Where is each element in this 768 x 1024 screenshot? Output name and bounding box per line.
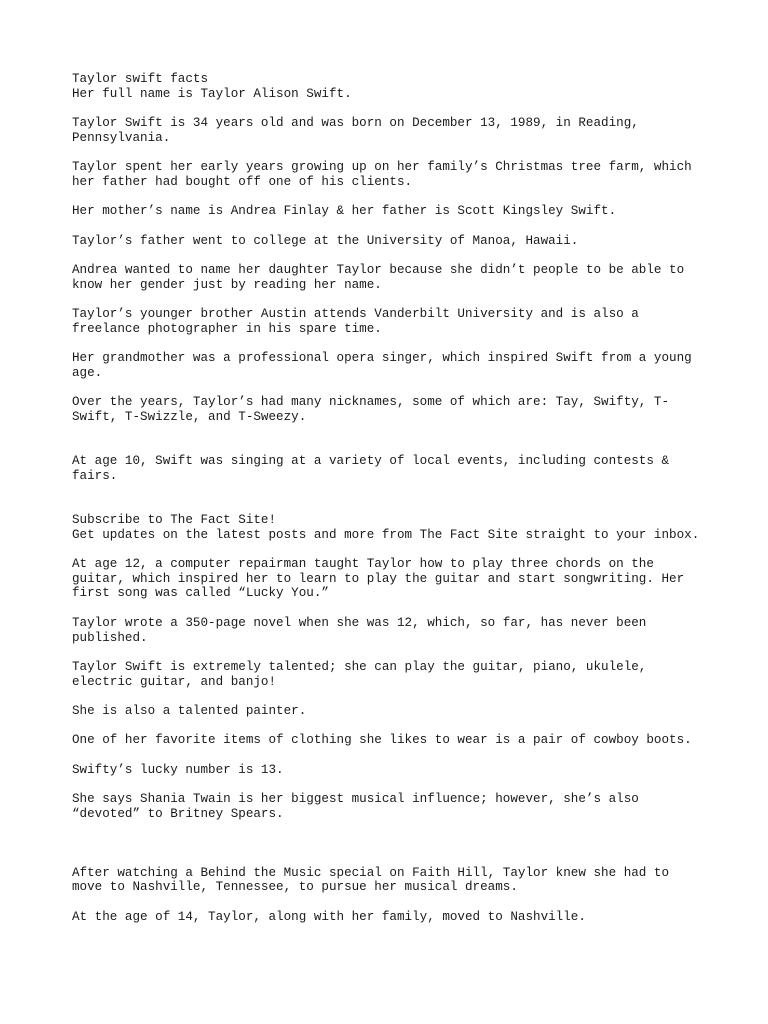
paragraph: After watching a Behind the Music special on Faith Hill, Taylor knew she had to move to Nashville, Tennessee, to pursue her musical dreams. (72, 865, 670, 895)
paragraph: Taylor’s father went to college at the University of Manoa, Hawaii. (72, 233, 579, 248)
paragraph: One of her favorite items of clothing she likes to wear is a pair of cowboy boots. (72, 733, 692, 748)
paragraph: At age 10, Swift was singing at a variety of local events, including contests & fairs. (72, 454, 670, 483)
paragraph: Her mother’s name is Andrea Finlay & her father is Scott Kingsley Swift. (72, 204, 617, 219)
paragraph: At age 12, a computer repairman taught Taylor how to play three chords on the guitar, which inspired her to learn to play the guitar and start songwriting. Her first song was called “Lucky You.” (72, 557, 685, 601)
paragraph: She says Shania Twain is her biggest musical influence; however, she’s also “devoted” to Britney Spears. (72, 792, 639, 821)
paragraph: Taylor spent her early years growing up on her family’s Christmas tree farm, which her father had bought off one of his clients. (72, 160, 692, 189)
paragraph: Andrea wanted to name her daughter Taylor because she didn’t people to be able to know her gender just by reading her name. (72, 263, 685, 292)
paragraph: Over the years, Taylor’s had many nicknames, some of which are: Tay, Swifty, T- Swift, T-Swizzle, and T-Sweezy. (72, 395, 670, 425)
paragraph: Taylor wrote a 350-page novel when she was 12, which, so far, has never been published. (72, 615, 647, 645)
paragraph: Taylor Swift is extremely talented; she can play the guitar, piano, ukulele, electric guitar, and banjo! (72, 659, 647, 689)
paragraph: Taylor Swift is 34 years old and was born on December 13, 1989, in Reading, Pennsylvania. (72, 116, 639, 145)
subscribe-text: Get updates on the latest posts and more from The Fact Site straight to your inbox. (72, 527, 700, 542)
paragraph: At the age of 14, Taylor, along with her family, moved to Nashville. (72, 909, 586, 924)
document-page (72, 72, 712, 924)
subscribe-heading: Subscribe to The Fact Site! (72, 512, 277, 527)
paragraph: Swifty’s lucky number is 13. (72, 762, 284, 777)
paragraph: Her full name is Taylor Alison Swift. (72, 86, 352, 101)
paragraph: Her grandmother was a professional opera singer, which inspired Swift from a young age. (72, 351, 692, 380)
paragraph: She is also a talented painter. (72, 704, 307, 719)
document-title: Taylor swift facts (72, 72, 209, 86)
paragraph: Taylor’s younger brother Austin attends Vanderbilt University and is also a freelance photographer in his spare time. (72, 307, 639, 336)
